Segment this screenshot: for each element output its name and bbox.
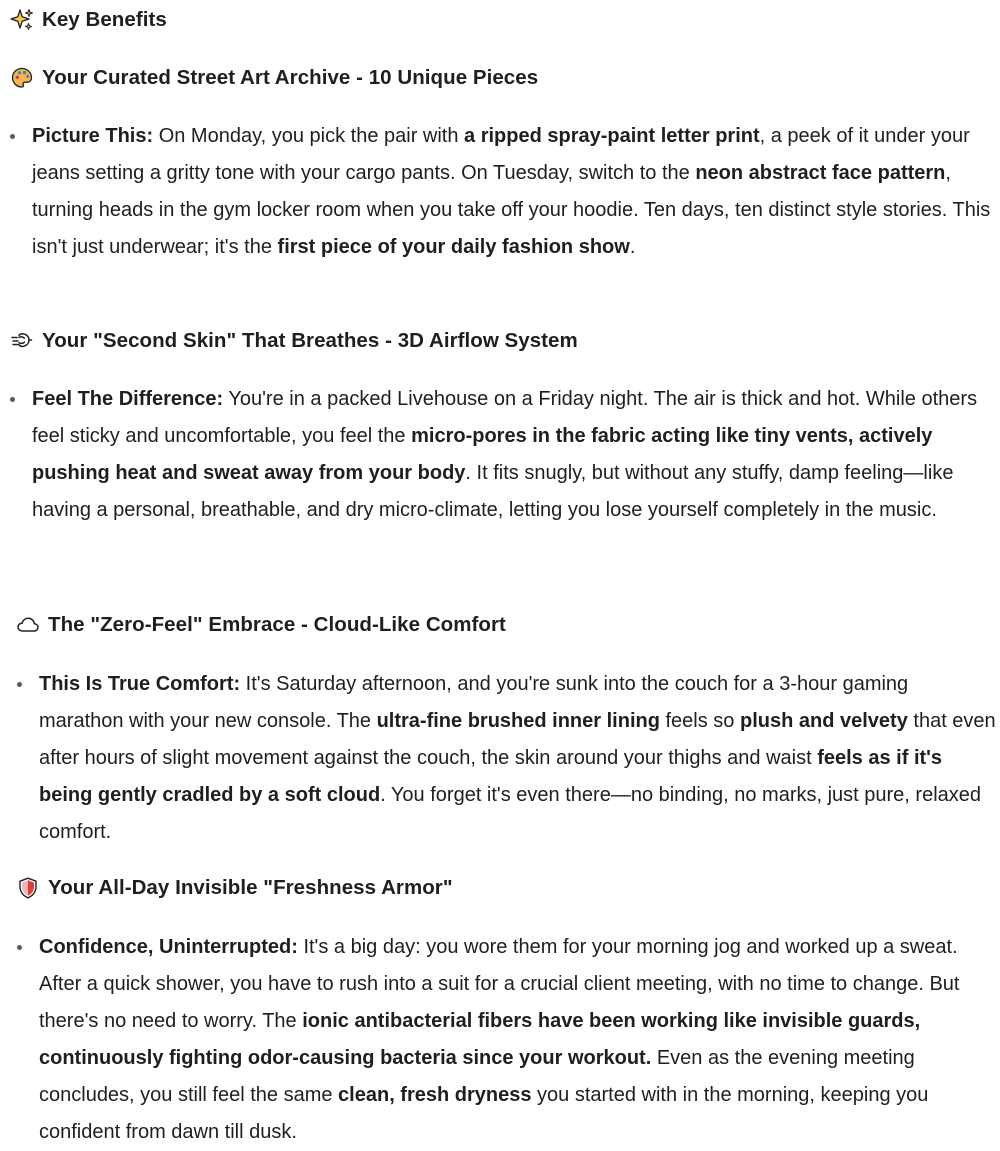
shield-icon [16,876,40,900]
bullet-text: You're in a packed Livehouse on a Friday night. The air is thick and hot. While others feel sticky and uncomfortable, you feel the [32,388,978,447]
freshness-heading [16,876,453,900]
bullet-lead: Feel The Difference: [32,388,224,410]
airflow-bullet [32,381,996,529]
bullet-dot [10,397,15,402]
sparkles-icon [10,8,34,32]
bullet-emphasis: ultra-fine brushed inner lining [376,710,660,732]
palette-icon [10,66,34,90]
bullet-emphasis: clean, fresh dryness [338,1084,532,1106]
art-archive-title: Your Curated Street Art Archive - 10 Unique Pieces [42,66,539,89]
bullet-emphasis: ionic antibacterial fibers have been working like invisible guards, continuously fighting odor-causing bacteria since your workout. [39,1010,921,1069]
bullet-lead: Picture This: [32,125,154,147]
bullet-text: . You forget it's even there—no binding, no marks, just pure, relaxed comfort. [39,784,982,843]
bullet-emphasis: a ripped spray-paint letter print [464,125,760,147]
wind-icon [10,329,34,353]
airflow-title: Your "Second Skin" That Breathes - 3D Airflow System [42,329,578,352]
bullet-emphasis: feels as if it's being gently cradled by a soft cloud [39,747,943,806]
bullet-text: . It fits snugly, but without any stuffy, damp feeling—like having a personal, breathable, and dry micro-climate, letting you lose yourself completely in the music. [32,462,954,521]
art-archive-bullet [32,118,996,266]
bullet-text: , turning heads in the gym locker room when you take off your hoodie. Ten days, ten distinct style stories. This isn't just underwear; it's the [32,162,991,258]
bullet-emphasis: micro-pores in the fabric acting like tiny vents, actively pushing heat and sweat away from your body [32,425,933,484]
bullet-emphasis: plush and velvety [739,710,908,732]
comfort-title: The "Zero-Feel" Embrace - Cloud-Like Comfort [48,613,506,636]
comfort-bullet [39,666,996,851]
key-benefits-heading [10,8,167,32]
bullet-text: It's a big day: you wore them for your morning jog and worked up a sweat. After a quick shower, you have to rush into a suit for a crucial client meeting, with no time to change. But there's no need to worry. The [39,936,960,1032]
bullet-text: , a peek of it under your jeans setting a gritty tone with your cargo pants. On Tuesday, switch to the [32,125,970,184]
freshness-bullet [39,929,996,1151]
bullet-emphasis: first piece of your daily fashion show [277,236,630,258]
bullet-lead: Confidence, Uninterrupted: [39,936,298,958]
bullet-text: Even as the evening meeting concludes, you still feel the same [39,1047,915,1106]
bullet-emphasis: neon abstract face pattern [695,162,946,184]
bullet-dot [17,682,22,687]
bullet-dot [10,134,15,139]
cloud-icon [16,613,40,637]
bullet-text: feels so [659,710,740,732]
bullet-dot [17,945,22,950]
bullet-text: It's Saturday afternoon, and you're sunk into the couch for a 3-hour gaming marathon with your new console. The [39,673,909,732]
bullet-text: that even after hours of slight movement against the couch, the skin around your thighs and waist [39,710,996,769]
bullet-lead: This Is True Comfort: [39,673,241,695]
bullet-text: On Monday, you pick the pair with [153,125,465,147]
key-benefits-title: Key Benefits [42,8,167,31]
airflow-heading [10,329,578,353]
bullet-text: you started with in the morning, keeping you confident from dawn till dusk. [39,1084,929,1143]
freshness-title: Your All-Day Invisible "Freshness Armor" [48,876,453,899]
comfort-heading [16,613,506,637]
art-archive-heading [10,66,538,90]
bullet-text: . [629,236,636,258]
